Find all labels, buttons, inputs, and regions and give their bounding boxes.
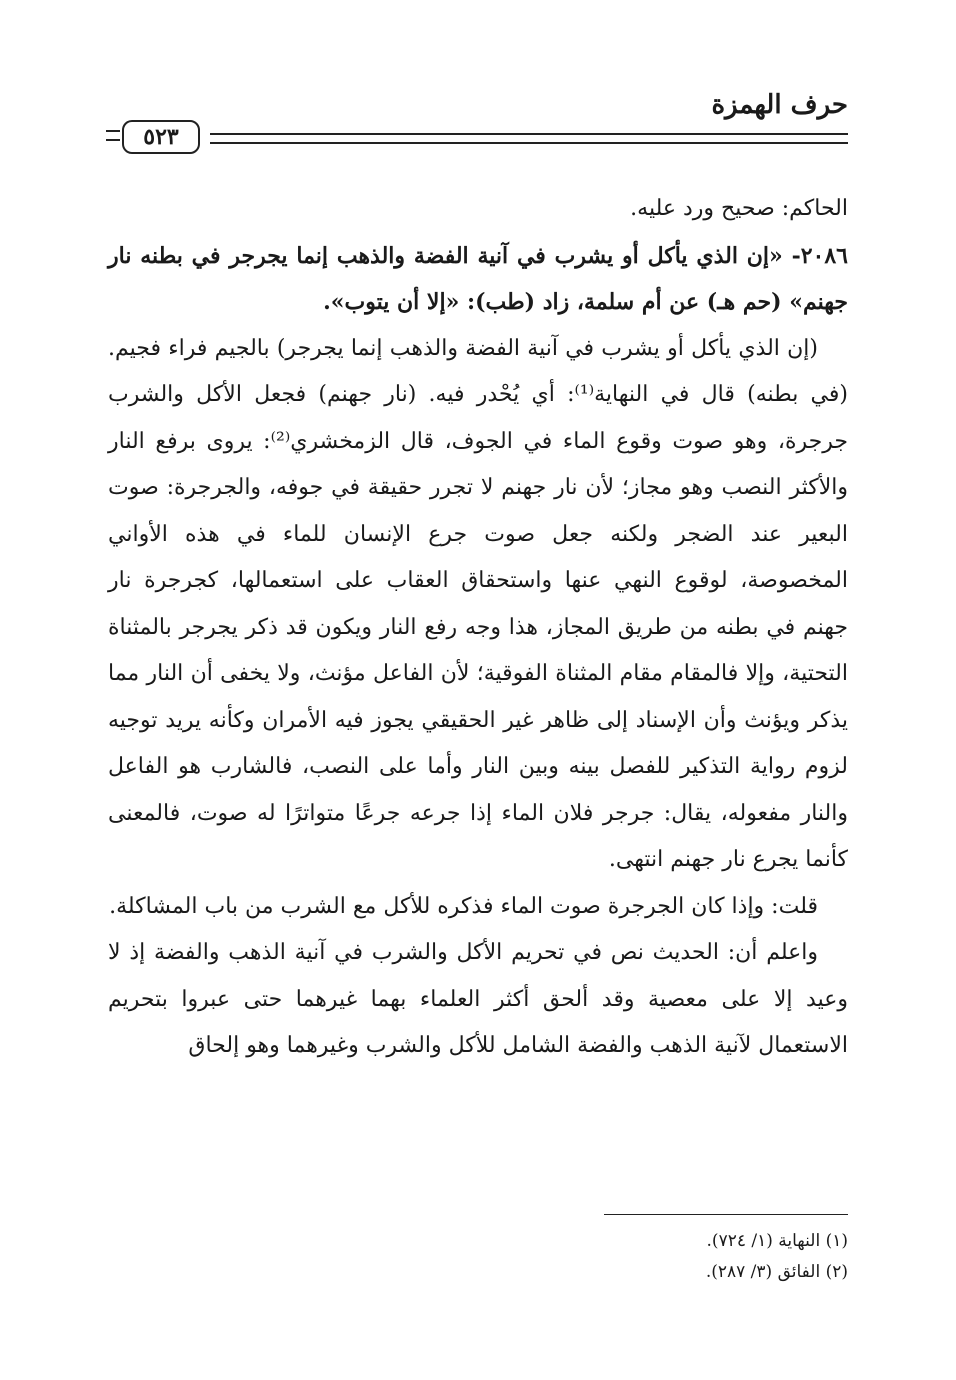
- paragraph-intro: الحاكم: صحيح ورد عليه.: [630, 196, 848, 221]
- note-paragraph: قلت: وإذا كان الجرجرة صوت الماء فذكره للأكل مع الشرب من باب المشاكلة.: [109, 893, 818, 919]
- running-title: حرف الهمزة: [711, 90, 848, 120]
- ruling-paragraph: واعلم أن: الحديث نص في تحريم الأكل والشرب في آنية الذهب والفضة إذ لا وعيد إلا على معصية وقد ألحق أكثر العلماء بهما غيرهما حتى عبروا بتحريم الاستعمال لآنية الذهب والفضة الشامل للأكل والشرب وغيرهما وهو إلحاق: [108, 940, 848, 1058]
- footnote-item: (١) النهاية (١/ ٧٢٤).: [706, 1231, 848, 1251]
- header-rule: [210, 133, 848, 144]
- main-text: [108, 186, 848, 1070]
- footnotes: [448, 1226, 848, 1288]
- footnote-item: (٢) الفائق (٣/ ٢٨٧).: [705, 1262, 848, 1282]
- page-number: ٥٢٣: [122, 120, 200, 154]
- hadith-text: ٢٠٨٦- «إن الذي يأكل أو يشرب في آنية الفضة والذهب إنما يجرجر في بطنه نار جهنم» (حم هـ) عن أم سلمة، زاد (طب): «إلا أن يتوب».: [108, 242, 848, 315]
- page-number-ornament: [106, 130, 120, 141]
- commentary-paragraph: (إن الذي يأكل أو يشرب في آنية الفضة والذهب إنما يجرجر) بالجيم فراء فجيم. (في بطنه) قال في النهاية⁽¹⁾: أي يُحْدر فيه. (نار جهنم) فجعل الأكل والشرب جرجرة، وهو صوت وقوع الماء في الجوف، قال الزمخشري⁽²⁾: يروى برفع النار والأكثر النصب وهو مجاز؛ لأن نار جهنم لا تجرر حقيقة في جوفه، والجرجرة: صوت البعير عند الضجر ولكنه جعل صوت جرع الإنسان للماء في هذه الأواني المخصوصة، لوقوع النهي عنها واستحقاق العقاب على استعمالها، كجرجرة نار جهنم في بطنه من طريق المجاز، هذا وجه رفع النار ويكون قد ذكر يجرجر بالمثناة التحتية، وإلا فالمقام مقام المثناة الفوقية؛ لأن الفاعل مؤنث، ولا يخفى أن النار مما يذكر ويؤنث وأن الإسناد إلى ظاهر غير الحقيقي يجوز فيه الأمران وكأنه يريد توجيه لزوم رواية التذكير للفصل بينه وبين النار وأما على النصب، فالشارب هو الفاعل والنار مفعوله، يقال: جرجر فلان الماء إذا جرعه جرعًا متواترًا له صوت، فالمعنى كأنما يجرع نار جهنم انتهى.: [108, 335, 848, 872]
- footnote-divider: [604, 1214, 848, 1215]
